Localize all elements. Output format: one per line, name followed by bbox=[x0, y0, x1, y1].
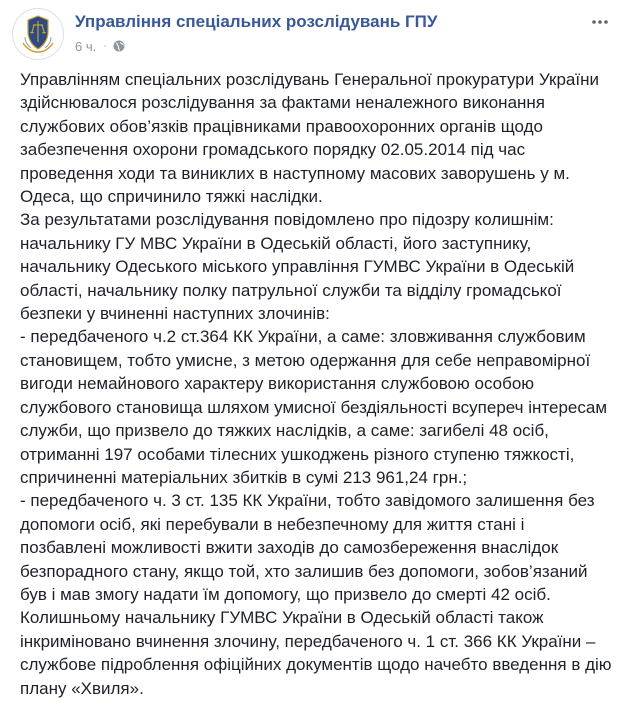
post-paragraph-intro: Управлінням спеціальних розслідувань Генеральної прокуратури України здійснювалося розслідування за фактами неналежного виконання службових обов’язків працівниками правоохоронних органів щодо забезпечення охорони громадського порядку 02.05.2014 під час проведення ходи та виниклих в наступному масових заворушень у м. Одеса, що спричинило тяжкі наслідки. bbox=[20, 70, 599, 207]
more-options-icon bbox=[592, 20, 608, 24]
post-timestamp[interactable]: 6 ч. bbox=[75, 38, 97, 54]
globe-icon[interactable] bbox=[113, 40, 125, 52]
post-paragraph-charge-366: Колишньому начальнику ГУМВС України в Одеській області також інкриміновано вчинення злочину, передбаченого ч. 1 ст. 366 КК України – службове підроблення офіційних документів щодо начебто введення в дію плану «Хвиля». bbox=[20, 608, 612, 698]
more-options-button[interactable] bbox=[588, 14, 612, 30]
page-avatar[interactable] bbox=[12, 8, 64, 60]
prosecutor-emblem-icon bbox=[13, 9, 63, 59]
page-name-link[interactable]: Управління спеціальних розслідувань ГПУ bbox=[75, 12, 438, 31]
post-paragraph-charge-135: - передбаченого ч. 3 ст. 135 КК України, тобто завідомого залишення без допомоги осіб, які перебували в небезпечному для життя стані і позбавлені можливості вжити заходів до самозбереження внаслідок безпорадного стану, якщо той, хто залишив без допомоги, зобов’язаний був і мав змогу надати їм допомогу, що призвело до смерті 42 осіб. bbox=[20, 491, 595, 604]
post-meta bbox=[75, 38, 125, 54]
post-paragraph-suspects: За результатами розслідування повідомлено про підозру колишнім: начальнику ГУ МВС України в Одеській області, його заступнику, начальнику Одеського міського управління ГУМВС України в Одеській області, начальнику полку патрульної служби та відділу громадської безпеки у вчиненні наступних злочинів: bbox=[20, 210, 575, 324]
post-body bbox=[20, 68, 612, 700]
meta-separator: · bbox=[103, 40, 107, 52]
post-header bbox=[12, 8, 612, 60]
post-paragraph-charge-364: - передбаченого ч.2 ст.364 КК України, а саме: зловживання службовим становищем, тобто умисне, з метою одержання для себе неправомірної вигоди немайнового характеру використання службовою особою службового становища шляхом умисної бездіяльності всупереч інтересам служби, що призвело до тяжких наслідків, а саме: загибелі 48 осіб, отриманні 197 особами тілесних ушкоджень різного ступеню тяжкості, спричиненні матеріальних збитків в сумі 213 961,24 грн.; bbox=[20, 327, 608, 487]
